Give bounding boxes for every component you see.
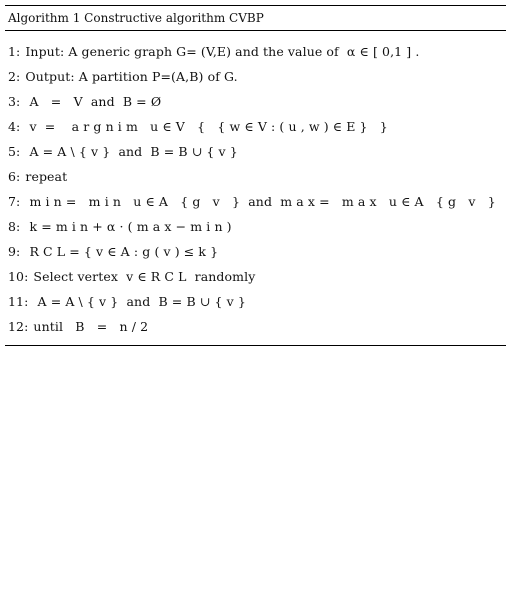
- algorithm-title: Algorithm 1 Constructive algorithm CVBP: [5, 6, 506, 31]
- algorithm-line-1: [5, 39, 506, 64]
- algorithm-line-8: [5, 214, 506, 239]
- algorithm-line-3: [5, 89, 506, 114]
- algorithm-line-6: [5, 164, 506, 189]
- line-text: A = V and B = Ø: [25, 94, 162, 109]
- line-number: 6:: [8, 169, 21, 184]
- algorithm-line-2: [5, 64, 506, 89]
- line-number: 10:: [8, 269, 29, 284]
- algorithm-line-5: [5, 139, 506, 164]
- line-text: R C L = { v ∈ A : g ( v ) ≤ k }: [25, 244, 219, 259]
- line-text: v = a r g n i m u ∈ V { { w ∈ V : ( u , w ) ∈ E } }: [25, 119, 388, 134]
- line-number: 1:: [8, 44, 21, 59]
- line-text: A = A \ { v } and B = B ∪ { v }: [33, 294, 246, 309]
- line-text: Select vertex v ∈ R C L randomly: [33, 269, 256, 284]
- line-number: 9:: [8, 244, 21, 259]
- line-text: A = A \ { v } and B = B ∪ { v }: [25, 144, 238, 159]
- line-number: 4:: [8, 119, 21, 134]
- line-text: until B = n / 2: [33, 319, 149, 334]
- line-number: 12:: [8, 319, 29, 334]
- algorithm-line-11: [5, 289, 506, 314]
- line-number: 7:: [8, 194, 21, 209]
- line-number: 8:: [8, 219, 21, 234]
- line-text: Output: A partition P=(A,B) of G.: [25, 69, 238, 84]
- line-number: 3:: [8, 94, 21, 109]
- algorithm-body: [5, 31, 506, 345]
- line-number: 11:: [8, 294, 29, 309]
- algorithm-line-12: [5, 314, 506, 339]
- line-text: Input: A generic graph G= (V,E) and the value of α ∈ [ 0,1 ] .: [25, 44, 420, 59]
- line-text: repeat: [25, 169, 68, 184]
- line-number: 2:: [8, 69, 21, 84]
- algorithm-line-9: [5, 239, 506, 264]
- line-text: k = m i n + α · ( m a x − m i n ): [25, 219, 232, 234]
- algorithm-line-4: [5, 114, 506, 139]
- line-number: 5:: [8, 144, 21, 159]
- algorithm-line-10: [5, 264, 506, 289]
- algorithm-line-7: [5, 189, 506, 214]
- algorithm-box: [5, 5, 506, 346]
- line-text: m i n = m i n u ∈ A { g v } and m a x = m a x u ∈ A { g v }: [25, 194, 496, 209]
